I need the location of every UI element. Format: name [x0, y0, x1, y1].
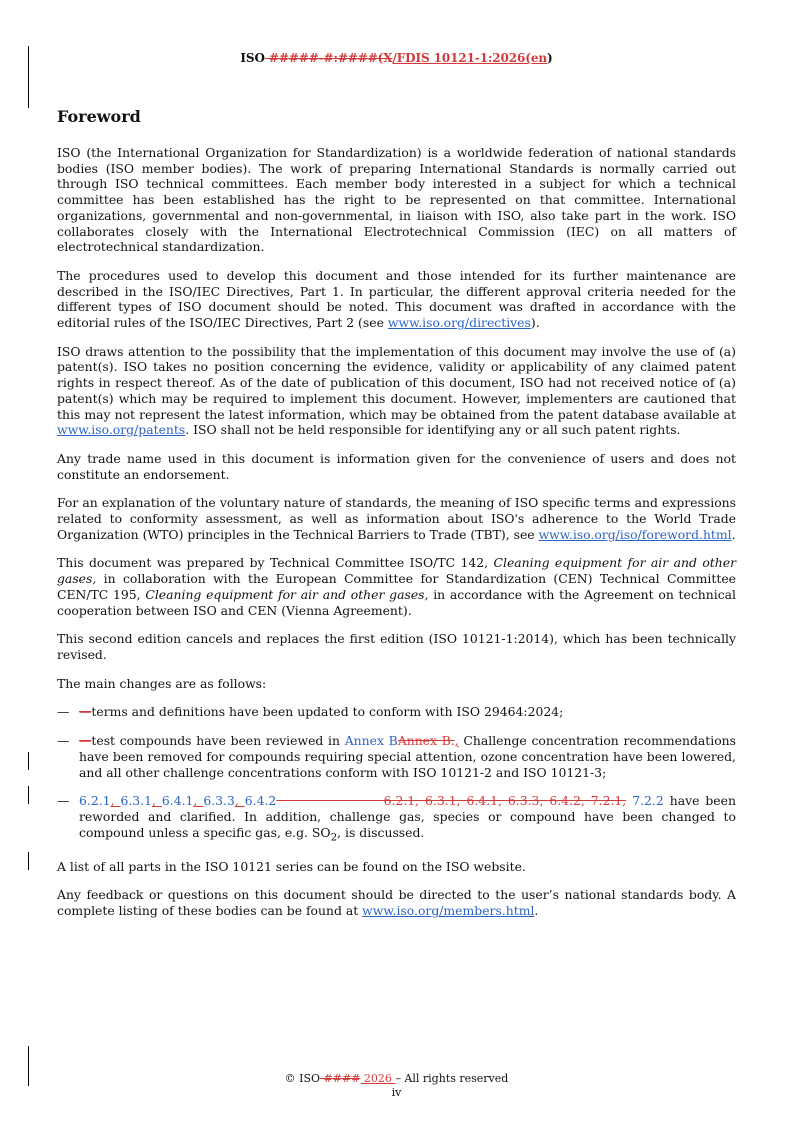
paragraph-patents	[57, 344, 736, 438]
inserted-year: 2026	[360, 1072, 396, 1085]
deleted-year: ####	[320, 1072, 361, 1085]
copyright-suffix: – All rights reserved	[395, 1072, 509, 1085]
clause-reference[interactable]: 6.3.1	[120, 793, 152, 809]
reference-separator: ,	[151, 793, 162, 809]
directives-link[interactable]: www.iso.org/directives	[387, 315, 531, 331]
committee-title-cen: Cleaning equipment for air and other gases,	[145, 586, 429, 602]
header-deleted-ref: #####-#:####(X	[264, 51, 393, 65]
committee-text-a: This document was prepared by Technical Committee ISO/TC 142,	[57, 555, 494, 571]
foreword-body	[57, 145, 736, 932]
page-number: iv	[391, 1086, 402, 1099]
feedback-text: Any feedback or questions on this document should be directed to the user’s national standards body. A complete listing of these bodies can be found at	[57, 887, 736, 919]
annex-b-reference[interactable]: Annex B	[344, 733, 398, 749]
subscript-two: 2	[330, 831, 338, 844]
clause-reference[interactable]: 6.4.2	[244, 793, 277, 809]
deleted-dash: —	[79, 704, 92, 720]
reference-separator: ,	[193, 793, 204, 809]
patents-link[interactable]: www.iso.org/patents	[57, 422, 186, 438]
copyright-line	[0, 1072, 793, 1086]
deleted-fill	[276, 793, 383, 808]
change-item-compounds-text-a: test compounds have been reviewed in	[91, 733, 345, 749]
change-item-terms	[57, 704, 736, 720]
deleted-annex-reference: Annex B.	[397, 733, 455, 749]
change-item-compounds	[57, 733, 736, 780]
clause-reference[interactable]: 6.4.1	[161, 793, 194, 809]
copyright-prefix: © ISO	[284, 1072, 321, 1085]
document-header	[0, 51, 793, 65]
committee-title-iso: Cleaning equipment for air and other gases,	[57, 555, 736, 587]
inserted-comma: ,	[454, 733, 459, 749]
paragraph-trade-name: Any trade name used in this document is information given for the convenience of users and does not constitute an endorsement.	[57, 450, 736, 482]
change-bar-item1	[28, 752, 29, 770]
paragraph-voluntary	[57, 495, 736, 542]
procedures-text: The procedures used to develop this document and those intended for its further maintenance are described in the ISO/IEC Directives, Part 1. In particular, the different approval criteria needed for the different types of ISO document should be noted. This document was drafted in accordance with the editorial rules of the ISO/IEC Directives, Part 2 (see	[57, 267, 736, 331]
list-dash: —	[57, 704, 70, 720]
committee-text-b: in collaboration with the European Committee for Standardization (CEN) Technical Committee CEN/TC 195,	[57, 571, 736, 602]
foreword-link[interactable]: www.iso.org/iso/foreword.html	[538, 526, 732, 542]
section-title: Foreword	[57, 107, 141, 126]
reference-separator: ,	[234, 793, 245, 809]
change-item-clauses-text-b: , is discussed.	[337, 824, 425, 840]
deleted-reference-list: 6.2.1, 6.3.1, 6.4.1, 6.3.3, 6.4.2, 7.2.1,	[383, 793, 627, 809]
header-tail: )	[547, 51, 553, 65]
paragraph-iso-intro: ISO (the International Organization for Standardization) is a worldwide federation of national standards bodies (ISO member bodies). The work of preparing International Standards is normally carried out through ISO technical committees. Each member body interested in a subject for which a technical committee has been established has the right to be represented on that committee. International organizations, governmental and non-governmental, in liaison with ISO, also take part in the work. ISO collaborates closely with the International Electrotechnical Commission (IEC) on all matters of electrotechnical standardization.	[57, 145, 736, 255]
page-footer	[0, 1072, 793, 1100]
change-item-compounds-text-b: Challenge concentration recommendations have been removed for compounds requiring special attention, ozone concentration have been lowered, and all other challenge concentrations conform with ISO 10121-2 and ISO 10121-3;	[79, 733, 737, 780]
header-inserted-ref: /FDIS 10121-1:2026(en	[392, 51, 548, 65]
voluntary-end: .	[731, 526, 736, 542]
patents-end: . ISO shall not be held responsible for identifying any or all such patent rights.	[185, 422, 681, 438]
clause-reference[interactable]: 7.2.2	[632, 793, 664, 809]
clause-reference[interactable]: 6.3.3	[203, 793, 235, 809]
change-item-terms-text: terms and definitions have been updated to conform with ISO 29464:2024;	[91, 704, 564, 720]
change-item-clauses	[57, 793, 736, 846]
change-item-clauses-text-a: have been reworded and clarified. In addition, challenge gas, species or compound have been changed to compound unless a specific gas, e.g. SO	[79, 793, 736, 840]
paragraph-edition: This second edition cancels and replaces the first edition (ISO 10121-1:2014), which has been technically revised.	[57, 631, 736, 662]
voluntary-text: For an explanation of the voluntary nature of standards, the meaning of ISO specific terms and expressions related to conformity assessment, as well as information about ISO's adherence to the World Trade Organization (WTO) principles in the Technical Barriers to Trade (TBT), see	[57, 495, 736, 542]
members-link[interactable]: www.iso.org/members.html	[362, 903, 535, 919]
paragraph-committee	[57, 555, 736, 618]
clause-reference[interactable]: 6.2.1	[79, 793, 111, 809]
paragraph-procedures	[57, 268, 736, 331]
paragraph-feedback	[57, 887, 736, 918]
list-dash: —	[57, 733, 70, 749]
committee-text-c: in accordance with the Agreement on technical cooperation between ISO and CEN (Vienna Agreement).	[57, 586, 736, 618]
change-bar-item3	[28, 852, 29, 870]
reference-separator: ,	[110, 793, 121, 809]
paragraph-main-changes: The main changes are as follows:	[57, 675, 267, 691]
feedback-end: .	[534, 903, 539, 919]
list-dash: —	[57, 793, 70, 809]
header-iso: ISO	[240, 51, 265, 65]
procedures-end: ).	[530, 315, 540, 331]
paragraph-series-list: A list of all parts in the ISO 10121 series can be found on the ISO website.	[57, 858, 526, 874]
patents-text: ISO draws attention to the possibility that the implementation of this document may involve the use of (a) patent(s). ISO takes no position concerning the evidence, validity or applicability of any claimed patent rights in respect thereof. As of the date of publication of this document, ISO had not received notice of (a) patent(s) which may be required to implement this document. However, implementers are cautioned that this may not represent the latest information, which may be obtained from the patent database available at	[57, 343, 736, 422]
change-bar-item2	[28, 786, 29, 804]
deleted-dash: —	[79, 733, 92, 749]
